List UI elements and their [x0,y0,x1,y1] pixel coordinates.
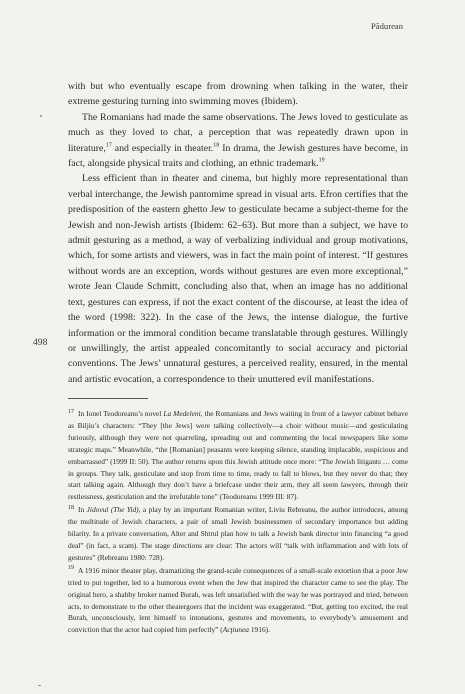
footnote-number: 18 [68,504,74,511]
paragraph: Less efficient than in theater and cinema, but highly more representational than verbal interchange, the Jewish pantomime spread in visual arts. Efron certifies that the predisposition of the eastern ghetto Jew to gesticulate became a subject-theme for the Jewish and non-Jewish artists (Ibidem: 62–63). But more than a subject, we have to admit gesturing as a method, a way of verbalizing individual and group motivations, which, for some artists and viewers, was in fact the main point of interest. “If gestures without words are an exception, words without gestures are even more exceptional,” wrote Jean Claude Schmitt, concluding also that, when an image has no additional text, gestures can express, if not the exact content of the discourse, at least the idea of the word (1998: 322). In the case of the Jews, the intense dialogue, the furtive information or the immoral condition became translatable through gestures. Willingly or unwillingly, the artist appealed concomitantly to social accuracy and pictorial conventions. The Jews’ unnatural gestures, a perceived reality, ensured, in the mental and artistic evocation, a correspondence to their unuttered evil manifestations. [68,173,408,385]
text-run: and especially in theater. [111,142,214,154]
footnote [68,565,408,636]
footnote [68,504,408,564]
text-run: , the Romanians and Jews waiting in front of a lawyer cabinet behave as Biljiu’s characters: “They [the Jews] were talking collectively—a choir without music—and gesticulating furiously, although they were not quarreling, spreading out and commenting the local newspapers like some strategic maps.” Meanwhile, “the [Romanian] peasants were keeping silence, standing implacable, suspicious and embarrassed” (1999 II: 50). The author returns upon this Jewish attitude once more: “The Jewish litigants … come in groups. They talk, gesticulate and stop from time to time, ready to fall to blows, but they never do that; they start talking again. Although they don’t have a briefcase under their arm, they all seem lawyers, through their restlessness, gesticulation and the irrefutable tone” (Teodoreanu 1999 III: 87). [68,409,408,502]
text-run: 1916). [249,625,270,635]
footnotes [68,408,408,637]
text-run: In [78,505,87,515]
paragraph: with but who eventually escape from drowning when talking in the water, their extreme gesturing turning into swimming moves (Ibidem). [68,81,408,108]
paragraph [68,110,408,172]
footnote-ref[interactable]: 17 [105,142,112,149]
scan-mark [38,685,41,686]
running-head: Pădurean [371,21,403,31]
main-text [68,79,408,387]
footnote-rule [68,398,148,399]
text-run: A 1916 minor theater play, dramatizing the grand-scale consequences of a small-scale extortion that a poor Jew tried to put together, led to a humorous event when the Jew that inspired the character came to see the play. The original hero, a shabby broker named Burah, was left unsatisfied with the way he was portrayed and tried, between acts, to demonstrate to the other theatergoers that the incident was exaggerated. “But, getting too excited, the real Burah, unconsciously, lent himself to intonations, gestures and movements, to everybody’s amusement and conviction that the actor had copied him perfectly” ( [68,565,408,635]
footnote-ref[interactable]: 19 [318,157,325,164]
title-italic: Jidovul (The Yid) [86,505,139,515]
scan-mark [40,115,42,117]
text-run: , a play by an important Romanian writer, Liviu Rebreanu, the author introduces, among the multitude of Jewish characters, a pair of small Jewish businessmen of secondary importance but adding hilarity. In a private conversation, Alter and Shtrul plan how to talk a Jewish bank director into financing “a good deal” (in fact, a scam). The stage directions are clear: The actors will “talk with inflammation and with lots of gestures” (Rebreanu 1980: 728). [68,505,408,562]
text-run: In drama, the Jewish gestures have become, in fact, alongside physical traits and clothing, an ethnic trademark. [68,142,408,170]
title-italic: Acţiunea [222,625,250,635]
page-number: 498 [33,337,48,348]
footnote-ref[interactable]: 18 [213,142,220,149]
footnote-number: 17 [68,408,74,415]
footnote [68,408,408,503]
title-italic: La Medeleni [163,409,201,418]
text-run: In Ionel Teodoreanu’s novel [78,409,164,418]
text-run: The Romanians had made the same observations. The Jews loved to gesticulate as much as they loved to chat, a perception that was repeatedly drawn upon in literature, [68,111,408,154]
footnote-number: 19 [68,565,74,572]
